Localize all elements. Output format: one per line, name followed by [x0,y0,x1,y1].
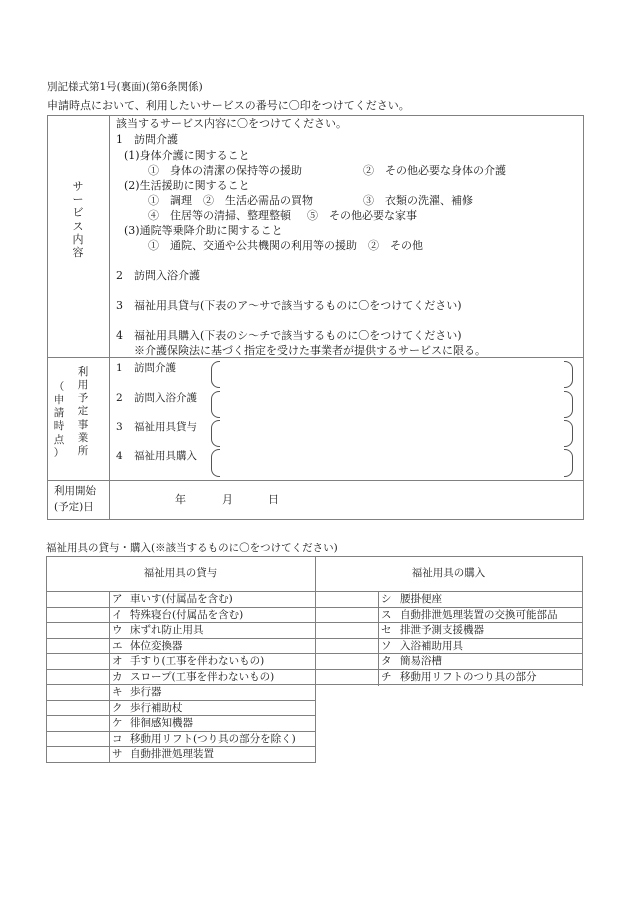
rental-code: ケ [112,717,123,729]
rental-name: スロープ(工事を伴わないもの) [130,670,275,683]
service-3[interactable]: 3 福祉用具貸与(下表のア～サで該当するものに〇をつけてください) [116,299,462,312]
left-bracket-icon [211,420,220,447]
purchase-code: チ [381,670,392,683]
purchase-check-cell[interactable] [315,669,378,685]
service-4[interactable]: 4 福祉用具購入(下表のシ～チで該当するものに〇をつけてください) [116,329,462,342]
rental-name: 移動用リフト(つり具の部分を除く) [130,732,296,745]
rental-check-cell[interactable] [46,746,109,762]
purchase-code: セ [381,624,392,636]
rental-check-cell[interactable] [46,607,109,623]
rental-name: 体位変換器 [130,639,183,652]
rental-check-cell[interactable] [46,591,109,607]
purchase-check-cell[interactable] [315,653,378,669]
rental-code: ウ [112,624,123,636]
rental-check-cell[interactable] [46,622,109,638]
purchase-code: タ [381,655,392,667]
purchase-name: 排泄予測支援機器 [400,624,484,636]
label-char: ス [72,219,84,233]
service-note: ※介護保険法に基づく指定を受けた事業者が提供するサービスに限る。 [134,344,486,357]
service-1-sub2-a[interactable]: ① 調理 ② 生活必需品の買物 [148,194,313,207]
label-char: 容 [72,245,84,259]
purchase-name: 腰掛便座 [400,593,442,605]
rental-row[interactable] [46,607,315,623]
purchase-code: ス [381,608,392,621]
provider-num: 4 [116,450,123,462]
label-char: 利 [77,366,89,378]
rental-code: イ [112,608,123,621]
purchase-row[interactable] [315,591,582,607]
label-char: （ [53,381,65,393]
provider-name-field[interactable] [220,449,565,477]
label-char: 用 [77,379,89,392]
label-char: 時 [53,420,65,433]
rental-row[interactable] [46,669,315,685]
rental-check-cell[interactable] [46,669,109,685]
form-title: 別記様式第1号(裏面)(第6条関係) [47,81,203,93]
rental-code: エ [112,639,123,652]
purchase-header: 福祉用具の購入 [411,567,486,579]
provider-service: 訪問介護 [134,362,176,374]
label-char: 内 [72,232,84,246]
service-1-sub2: (2)生活援助に関すること [124,179,250,192]
rental-check-cell[interactable] [46,684,109,700]
left-bracket-icon [211,361,220,388]
rental-name: 徘徊感知機器 [130,717,193,729]
rental-code: ア [112,593,123,605]
purchase-name: 自動排泄処理装置の交換可能部品 [400,608,558,621]
rental-code: サ [112,748,123,760]
service-content-label [70,180,86,259]
provider-name-field[interactable] [220,420,565,447]
rental-name: 歩行器 [130,686,162,698]
service-1-sub2-b[interactable]: ③ 衣類の洗濯、補修 [363,194,473,207]
service-1-sub2-d[interactable]: ⑤ その他必要な家事 [307,209,417,222]
purchase-row[interactable] [315,638,582,654]
rental-row[interactable] [46,622,315,638]
provider-num: 1 [116,362,123,374]
rental-code: ク [112,701,123,714]
right-bracket-icon [564,391,573,418]
rental-name: 車いす(付属品を含む) [130,593,233,605]
purchase-code: シ [381,593,392,605]
instruction-text: 申請時点において、利用したいサービスの番号に〇印をつけてください。 [47,99,410,112]
service-1-sub2-c[interactable]: ④ 住居等の清掃、整理整頓 [148,209,291,222]
rental-code: カ [112,670,123,683]
label-char: 業 [77,431,89,444]
purchase-check-cell[interactable] [315,607,378,623]
rental-check-cell[interactable] [46,700,109,716]
planned-provider-label [76,366,90,458]
label-char: 所 [77,444,89,457]
rental-row[interactable] [46,684,315,700]
rental-check-cell[interactable] [46,653,109,669]
start-date-field[interactable] [110,481,583,519]
rental-name: 自動排泄処理装置 [130,748,214,760]
rental-code: コ [112,732,123,745]
rental-name: 歩行補助杖 [130,701,183,714]
application-time-label [52,381,66,460]
row-divider [46,762,316,763]
right-bracket-icon [564,449,573,477]
label-char: 定 [77,405,89,418]
rental-code: キ [112,686,123,698]
rental-name: 床ずれ防止用具 [130,624,204,636]
provider-num: 2 [116,392,123,404]
year-label: 年 [175,493,186,506]
provider-service: 福祉用具購入 [134,450,197,462]
day-label: 日 [268,493,279,506]
rental-row[interactable] [46,638,315,654]
start-date-label-line2: (予定)日 [54,501,94,513]
rental-check-cell[interactable] [46,715,109,731]
left-bracket-icon [211,449,220,477]
month-label: 月 [222,493,233,506]
service-1-sub1: (1)身体介護に関すること [124,149,250,162]
rental-row[interactable] [46,591,315,607]
purchase-code: ソ [381,639,392,652]
service-intro: 該当するサービス内容に〇をつけてください。 [116,117,347,130]
purchase-row[interactable] [315,622,582,638]
rental-row[interactable] [46,731,315,747]
label-char: 請 [53,407,65,420]
label-char: ビ [72,206,84,220]
service-1-sub1-b[interactable]: ② その他必要な身体の介護 [363,164,506,177]
label-char: サ [72,180,84,193]
rental-name: 手すり(工事を伴わないもの) [130,655,265,667]
start-date-label-line1: 利用開始 [54,485,96,497]
label-char: 事 [77,418,89,431]
purchase-check-cell[interactable] [315,591,378,607]
provider-service: 福祉用具貸与 [134,421,197,433]
label-char: ー [72,193,84,207]
rental-code: オ [112,655,123,667]
purchase-check-cell[interactable] [315,638,378,654]
label-char: 申 [53,394,65,407]
left-bracket-icon [211,391,220,418]
rental-header: 福祉用具の貸与 [143,567,218,579]
purchase-row[interactable] [315,607,582,623]
purchase-name: 入浴補助用具 [400,639,463,652]
label-char: ） [53,446,65,459]
provider-num: 3 [116,421,123,433]
purchase-row[interactable] [315,669,582,685]
label-char: 点 [53,433,65,446]
provider-name-field[interactable] [220,391,565,418]
purchase-name: 移動用リフトのつり具の部分 [400,670,537,683]
rental-name: 特殊寝台(付属品を含む) [130,608,244,621]
service-1-sub3-a[interactable]: ① 通院、交通や公共機関の利用等の援助 ② その他 [148,239,423,252]
purchase-row[interactable] [315,653,582,669]
rental-row[interactable] [46,715,315,731]
purchase-check-cell[interactable] [315,622,378,638]
rental-check-cell[interactable] [46,638,109,654]
service-2[interactable]: 2 訪問入浴介護 [116,269,200,282]
rental-row[interactable] [46,700,315,716]
rental-row[interactable] [46,653,315,669]
provider-service: 訪問入浴介護 [134,392,197,404]
purchase-name: 簡易浴槽 [400,655,442,667]
right-bracket-icon [564,361,573,388]
rental-row[interactable] [46,746,315,762]
service-1[interactable]: 1 訪問介護 [116,133,178,146]
equipment-title: 福祉用具の貸与・購入(※該当するものに〇をつけてください) [46,542,338,554]
right-bracket-icon [564,420,573,447]
service-1-sub1-a[interactable]: ① 身体の清潔の保持等の援助 [148,164,302,177]
provider-name-field[interactable] [220,361,565,388]
rental-check-cell[interactable] [46,731,109,747]
label-char: 予 [77,392,89,405]
service-1-sub3: (3)通院等乗降介助に関すること [124,224,283,237]
